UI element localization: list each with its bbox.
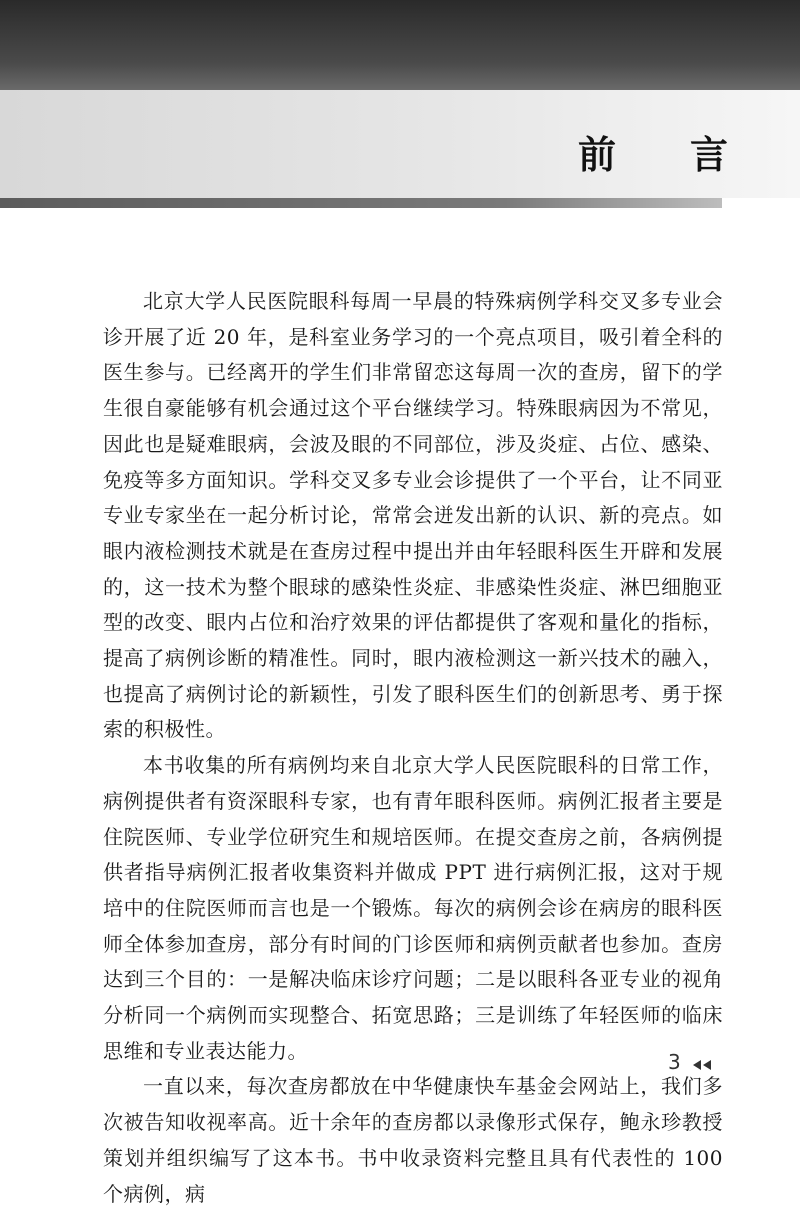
double-left-arrow-icon bbox=[691, 1056, 713, 1068]
header-dark-band bbox=[0, 0, 800, 90]
title-divider bbox=[0, 198, 722, 208]
paragraph: 北京大学人民医院眼科每周一早晨的特殊病例学科交叉多专业会诊开展了近 20 年，是科室业务学习的一个亮点项目，吸引着全科的医生参与。已经离开的学生们非常留恋这每周一次的查房，留下的学生很自豪能够有机会通过这个平台继续学习。特殊眼病因为不常见，因此也是疑难眼病，会波及眼的不同部位，涉及炎症、占位、感染、免疫等多方面知识。学科交叉多专业会诊提供了一个平台，让不同亚专业专家坐在一起分析讨论，常常会迸发出新的认识、新的亮点。如眼内液检测技术就是在查房过程中提出并由年轻眼科医生开辟和发展的，这一技术为整个眼球的感染性炎症、非感染性炎症、淋巴细胞亚型的改变、眼内占位和治疗效果的评估都提供了客观和量化的指标，提高了病例诊断的精准性。同时，眼内液检测这一新兴技术的融入，也提高了病例讨论的新颖性，引发了眼科医生们的创新思考、勇于探索的积极性。 bbox=[103, 289, 723, 742]
paragraph: 一直以来，每次查房都放在中华健康快车基金会网站上，我们多次被告知收视率高。近十余年的查房都以录像形式保存，鲍永珍教授策划并组织编写了这本书。书中收录资料完整且具有代表性的 100 个病例，病 bbox=[103, 1074, 723, 1206]
preface-body bbox=[103, 284, 723, 1212]
paragraph: 本书收集的所有病例均来自北京大学人民医院眼科的日常工作，病例提供者有资深眼科专家，也有青年眼科医师。病例汇报者主要是住院医师、专业学位研究生和规培医师。在提交查房之前，各病例提供者指导病例汇报者收集资料并做成 PPT 进行病例汇报，这对于规培中的住院医师而言也是一个锻炼。每次的病例会诊在病房的眼科医师全体参加查房，部分有时间的门诊医师和病例贡献者也参加。查房达到三个目的：一是解决临床诊疗问题；二是以眼科各亚专业的视角分析同一个病例而实现整合、拓宽思路；三是训练了年轻医师的临床思维和专业表达能力。 bbox=[103, 753, 723, 1063]
page-title bbox=[578, 133, 728, 177]
page-title-char-2: 言 bbox=[689, 133, 728, 177]
page-number: 3 bbox=[668, 1050, 681, 1074]
page-title-char-1: 前 bbox=[578, 133, 617, 177]
page-footer bbox=[668, 1050, 713, 1074]
